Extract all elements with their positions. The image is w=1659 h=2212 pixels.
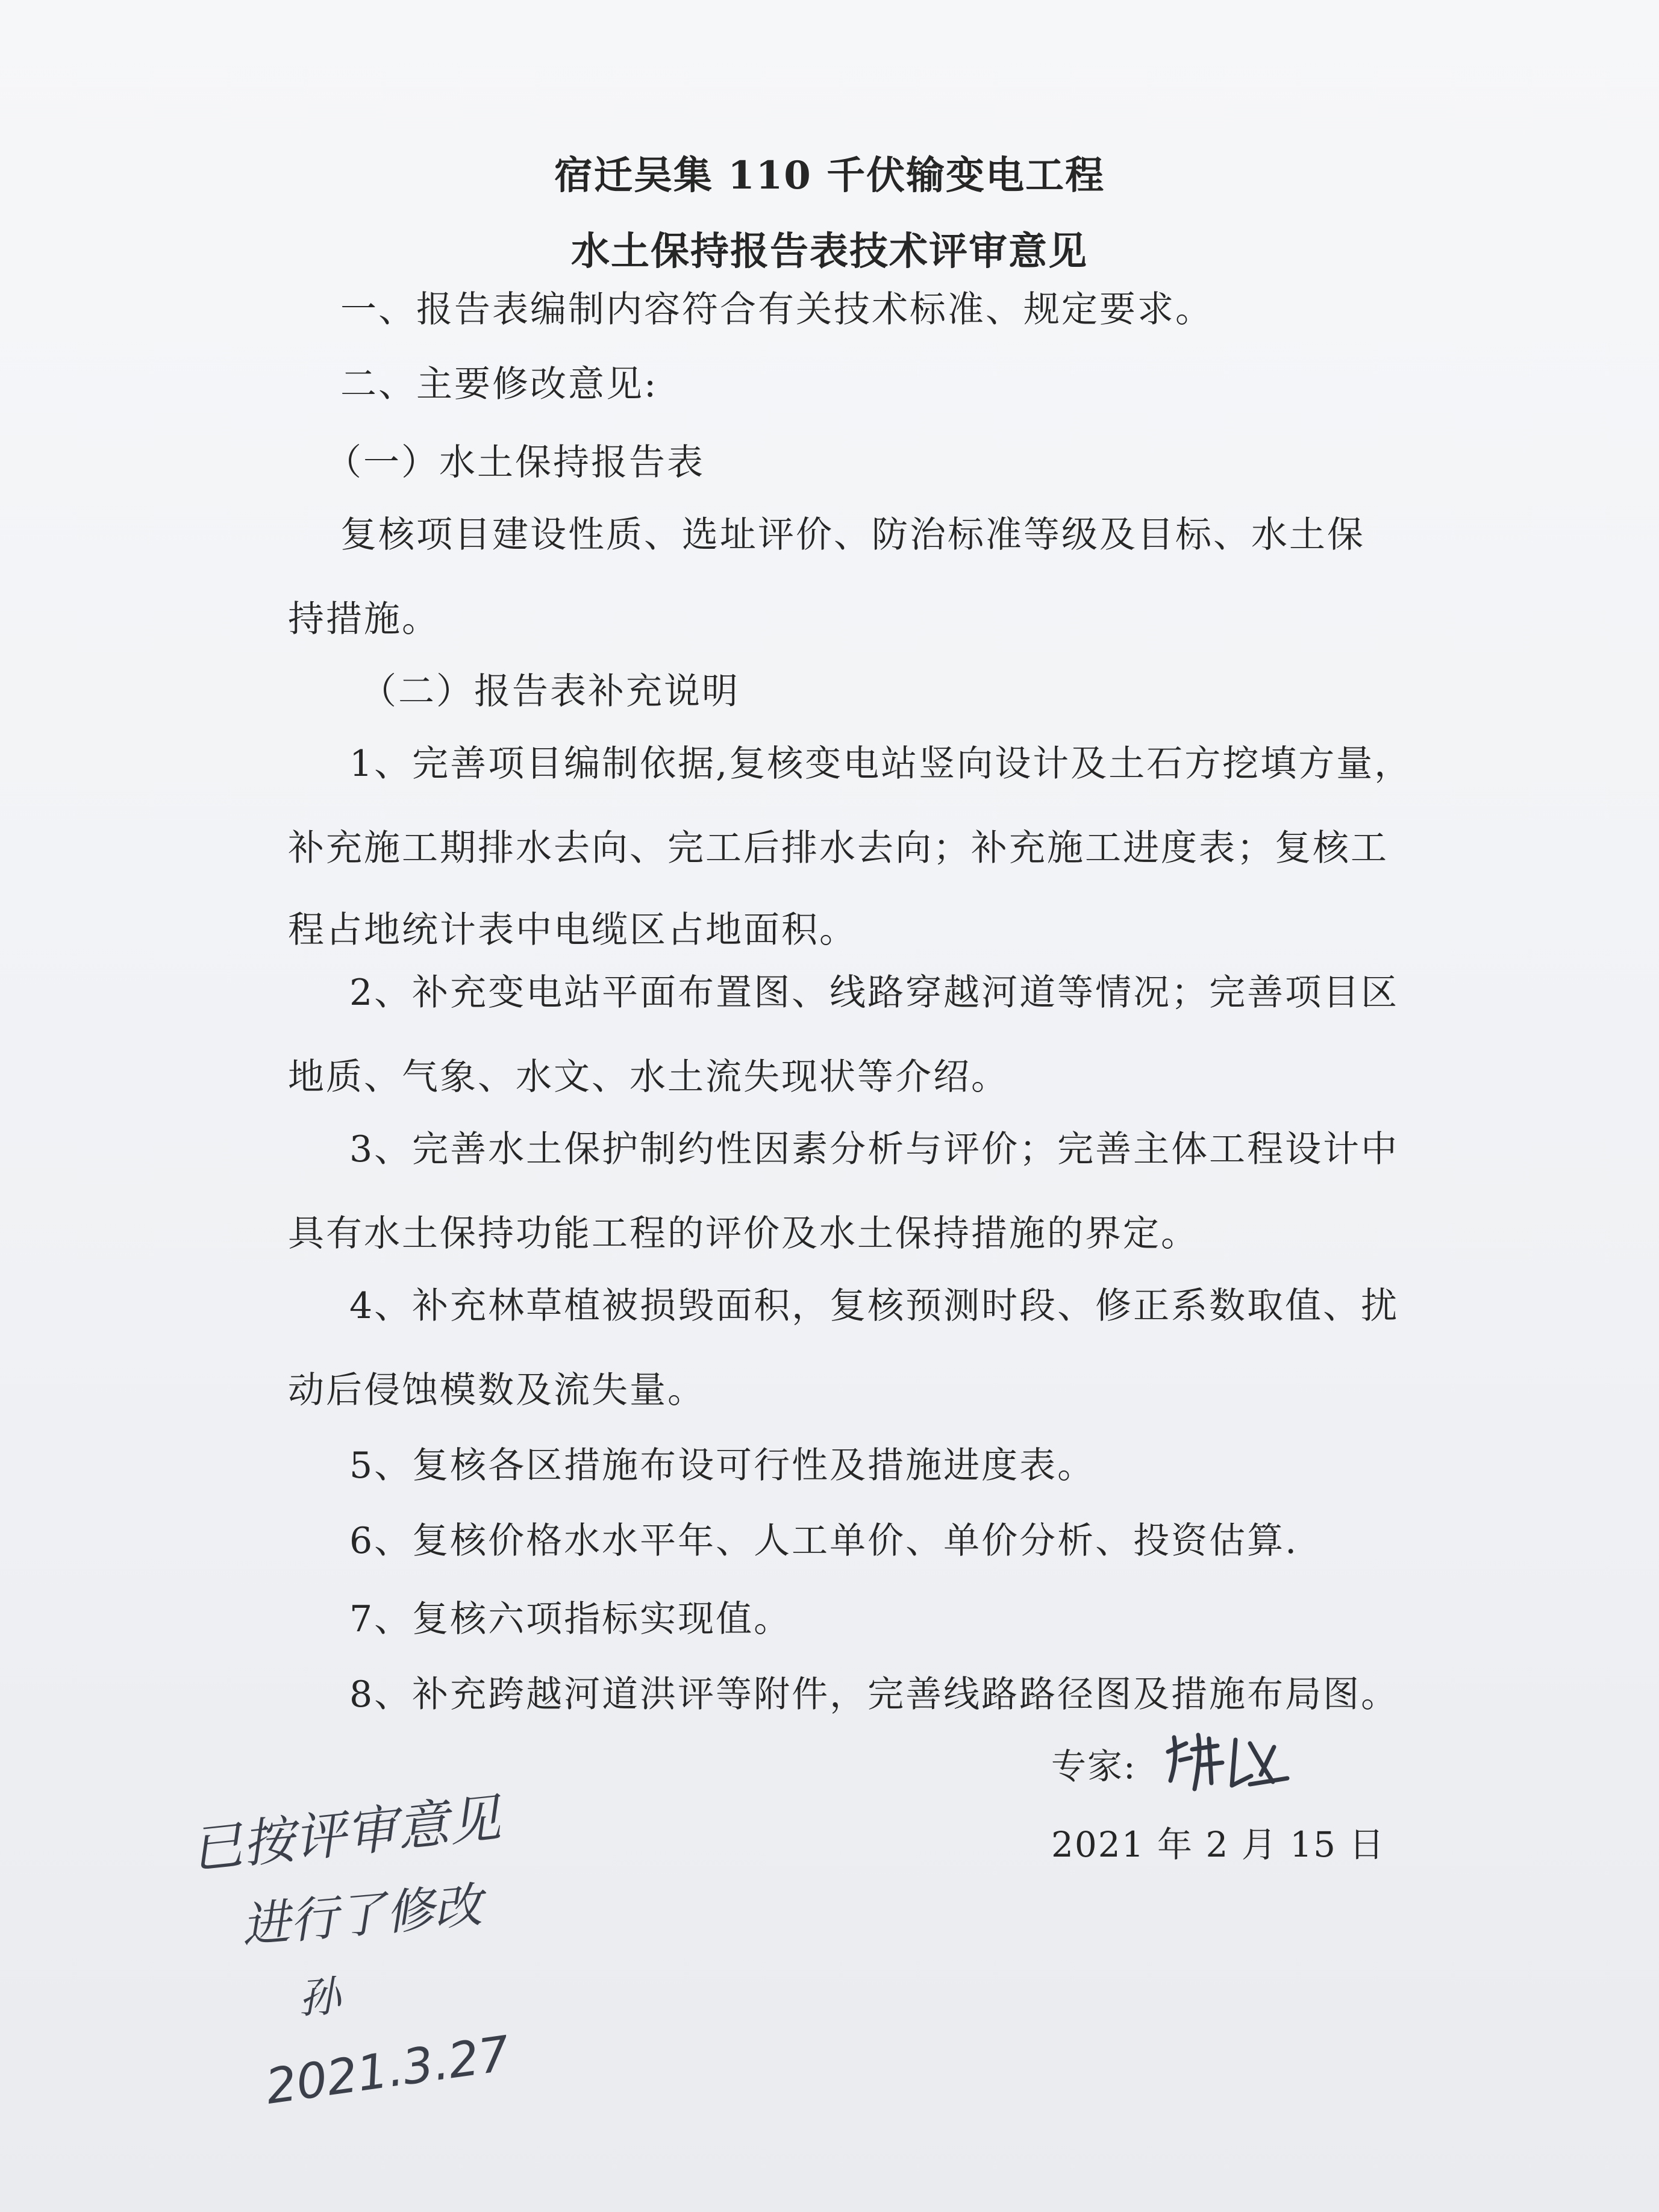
item-2-line-1: 2、补充变电站平面布置图、线路穿越河道等情况；完善项目区 (349, 972, 1399, 1014)
item-4-line-2: 动后侵蚀模数及流失量。 (288, 1369, 705, 1411)
handwritten-note-line-3: 孙 (296, 1971, 343, 2024)
item-6: 6、复核价格水水平年、人工单价、单价分析、投资估算. (349, 1520, 1299, 1562)
item-7: 7、复核六项指标实现值。 (349, 1598, 792, 1640)
item-8: 8、补充跨越河道洪评等附件，完善线路路径图及措施布局图。 (349, 1673, 1399, 1716)
item-3-line-2: 具有水土保持功能工程的评价及水土保持措施的界定。 (288, 1213, 1199, 1255)
document-title-line-2: 水土保持报告表技术评审意见 (571, 229, 1088, 274)
handwritten-note-line-2: 进行了修改 (239, 1876, 484, 1954)
item-1-line-3: 程占地统计表中电缆区占地面积。 (288, 909, 857, 951)
document-title-line-1: 宿迁吴集 110 千伏输变电工程 (554, 153, 1105, 198)
review-date: 2021 年 2 月 15 日 (1051, 1824, 1386, 1865)
paragraph-compliance: 一、报告表编制内容符合有关技术标准、规定要求。 (340, 289, 1213, 331)
item-4-line-1: 4、补充林草植被损毁面积，复核预测时段、修正系数取值、扰 (349, 1285, 1399, 1327)
handwritten-note-line-1: 已按评审意见 (188, 1788, 504, 1881)
subsection-heading-supplement: （二）报告表补充说明 (360, 670, 740, 713)
subsection-heading-report-table: （一）水土保持报告表 (325, 442, 705, 484)
item-1-line-1: 1、完善项目编制依据,复核变电站竖向设计及土石方挖填方量， (349, 743, 1413, 785)
expert-signature (1160, 1723, 1292, 1795)
item-5: 5、复核各区措施布设可行性及措施进度表。 (349, 1445, 1096, 1487)
section-heading-main-opinions: 二、主要修改意见: (340, 363, 658, 405)
item-2-line-2: 地质、气象、水文、水土流失现状等介绍。 (288, 1056, 1009, 1098)
item-3-line-1: 3、完善水土保护制约性因素分析与评价；完善主体工程设计中 (349, 1128, 1399, 1170)
expert-label: 专家: (1051, 1746, 1137, 1787)
paragraph-review-line-1: 复核项目建设性质、选址评价、防治标准等级及目标、水土保 (340, 514, 1365, 556)
item-1-line-2: 补充施工期排水去向、完工后排水去向；补充施工进度表；复核工 (288, 827, 1389, 869)
paragraph-review-line-2: 持措施。 (288, 598, 440, 640)
handwritten-note-date: 2021.3.27 (262, 2025, 513, 2115)
